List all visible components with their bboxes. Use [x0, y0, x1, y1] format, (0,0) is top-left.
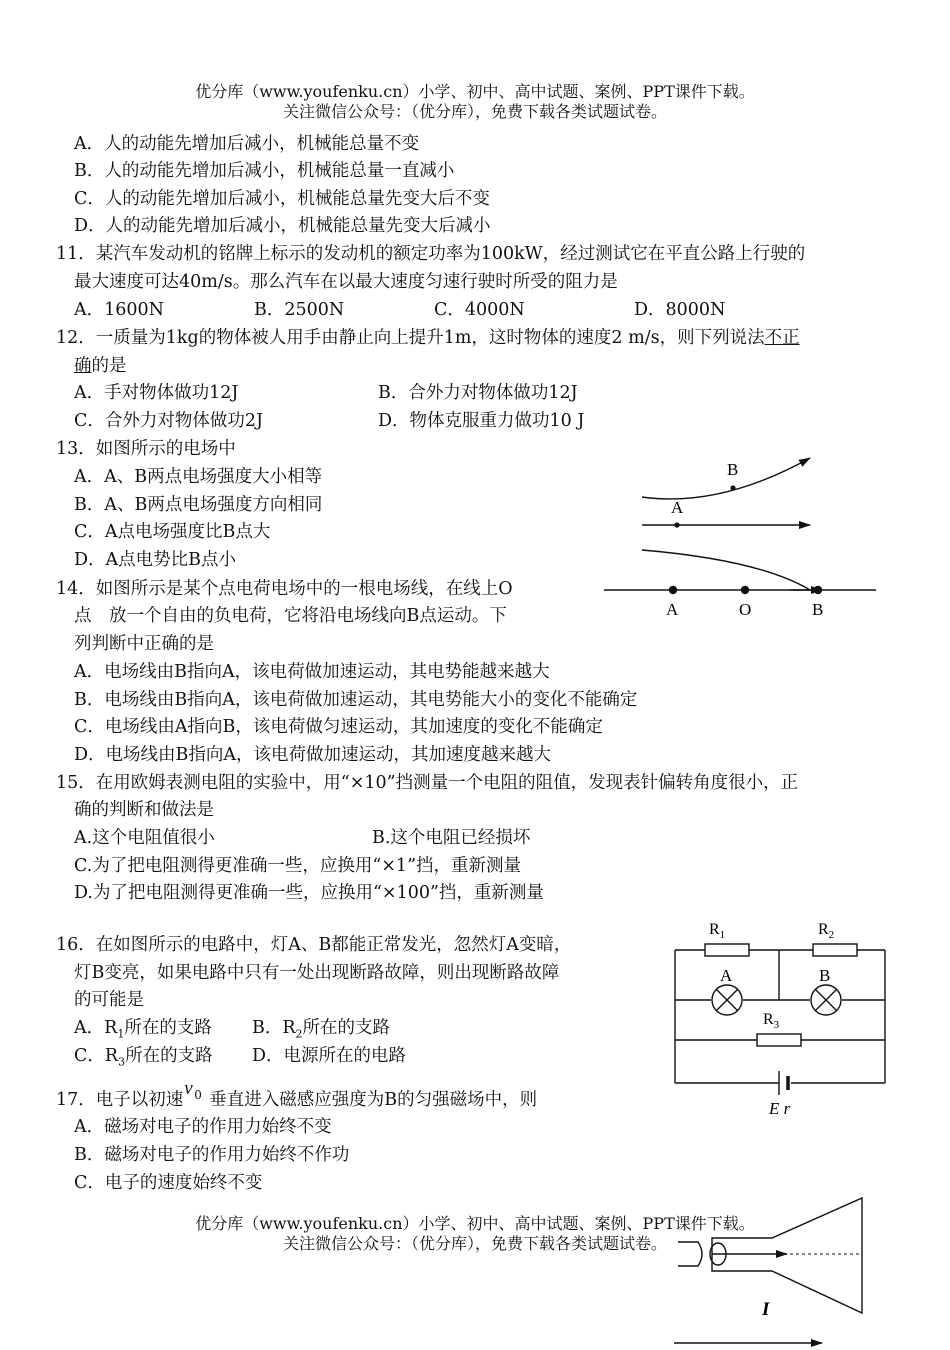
q13-option-a: A．A、B两点电场强度大小相等	[74, 467, 323, 487]
q10-option-d: D．人的动能先增加后减小，机械能总量先变大后减小	[74, 216, 491, 236]
q17-option-b: B．磁场对电子的作用力始终不作功	[74, 1145, 350, 1165]
point-a-dot	[669, 586, 677, 594]
q10-option-b: B．人的动能先增加后减小，机械能总量一直减小	[74, 161, 455, 181]
q13-field-line-figure	[630, 450, 830, 590]
q17-option-c: C．电子的速度始终不变	[74, 1173, 263, 1193]
q14-stem-line-2: 点 放一个自由的负电荷，它将沿电场线向B点运动。下	[74, 606, 507, 626]
resistor-r3	[757, 1034, 801, 1046]
resistor-r2	[813, 944, 857, 956]
q17-tube-figure	[672, 1198, 882, 1350]
q16-stem-line-2: 灯B变亮，如果电路中只有一处出现断路故障，则出现断路故障	[74, 963, 560, 983]
q16-option-c: C．$R_3$所在的支路	[74, 1046, 213, 1069]
current-label: I	[762, 1299, 770, 1320]
lamp-a-label: A	[720, 966, 733, 985]
q13-option-c: C．A点电场强度比B点大	[74, 522, 271, 542]
field-line-top	[642, 458, 810, 499]
q12-option-b: B．合外力对物体做功12J	[378, 383, 578, 403]
q16-circuit-figure	[665, 915, 895, 1120]
header-line-1: 优分库（www.youfenku.cn）小学、初中、高中试题、案例、PPT课件下载。	[195, 82, 755, 101]
q16-stem-line-1: 16．在如图所示的电路中，灯A、B都能正常发光，忽然灯A变暗，	[56, 935, 572, 955]
resistor-r1	[705, 944, 749, 956]
q11-option-d: D．8000N	[634, 300, 726, 320]
q15-option-b: B.这个电阻已经损坏	[372, 828, 531, 848]
q16-option-a: A．$R_1$所在的支路	[74, 1018, 212, 1041]
q14-field-line-figure	[600, 578, 880, 623]
q14-stem-line-1: 14．如图所示是某个点电荷电场中的一根电场线，在线上O	[56, 579, 513, 599]
q12-stem-text-2: 的是	[91, 356, 127, 376]
q12-stem-line-2	[74, 353, 127, 379]
point-a-dot	[674, 522, 679, 527]
q11-stem-line-2: 最大速度可达40m/s。那么汽车在以最大速度匀速行驶时所受的阻力是	[74, 272, 618, 292]
q12-option-c: C．合外力对物体做功2J	[74, 411, 264, 431]
q15-option-d: D.为了把电阻测得更准确一些，应换用“×100”挡，重新测量	[74, 883, 544, 903]
q14-option-b: B．电场线由B指向A，该电荷做加速运动，其电势能大小的变化不能确定	[74, 690, 638, 710]
q10-option-a: A．人的动能先增加后减小，机械能总量不变	[74, 134, 420, 154]
point-b-label: B	[727, 460, 739, 479]
q12-option-a: A．手对物体做功12J	[74, 383, 239, 403]
q11-option-c: C．4000N	[434, 300, 525, 320]
q12-stem-line-1	[56, 325, 800, 351]
q12-underlined-text: 不正	[764, 328, 800, 348]
q13-option-b: B．A、B两点电场强度方向相同	[74, 495, 323, 515]
q10-option-c: C．人的动能先增加后减小，机械能总量先变大后不变	[74, 189, 490, 209]
point-b-label: B	[812, 600, 824, 619]
point-a-label: A	[671, 498, 684, 517]
q12-stem-text: 12．一质量为1kg的物体被人用手由静止向上提升1m，这时物体的速度2 m/s，则下列说法	[56, 328, 765, 348]
q15-option-a: A.这个电阻值很小	[74, 828, 215, 848]
r1-label: $R_1$	[709, 921, 726, 941]
q11-option-b: B．2500N	[254, 300, 345, 320]
q14-option-c: C．电场线由A指向B，该电荷做匀速运动，其加速度的变化不能确定	[74, 717, 603, 737]
footer-line-2: 关注微信公众号：（优分库），免费下载各类试题试卷。	[282, 1234, 667, 1253]
q15-option-c: C.为了把电阻测得更准确一些，应换用“×1”挡，重新测量	[74, 856, 522, 876]
q15-stem-line-2: 确的判断和做法是	[74, 800, 214, 820]
q17-option-a: A．磁场对电子的作用力始终不变	[74, 1117, 332, 1137]
tube-outline	[712, 1198, 862, 1313]
q15-stem-line-1: 15．在用欧姆表测电阻的实验中，用“×10”挡测量一个电阻的阻值，发现表针偏转角度很小，正	[56, 773, 799, 793]
q11-option-a: A．1600N	[74, 300, 164, 320]
q14-option-a: A．电场线由B指向A，该电荷做加速运动，其电势能越来越大	[74, 662, 550, 682]
q13-stem: 13．如图所示的电场中	[56, 439, 236, 459]
q16-option-d: D．电源所在的电路	[252, 1046, 407, 1066]
point-b-dot	[730, 485, 735, 490]
point-b-dot	[814, 586, 822, 594]
v0-symbol: v	[184, 1078, 193, 1099]
point-a-label: A	[666, 600, 679, 619]
lamp-b-label: B	[819, 966, 831, 985]
q14-stem-line-3: 列判断中正确的是	[74, 634, 214, 654]
q12-option-d: D．物体克服重力做功10 J	[378, 411, 585, 431]
q14-option-d: D．电场线由B指向A，该电荷做加速运动，其加速度越来越大	[74, 745, 552, 765]
header-line-2: 关注微信公众号：（优分库），免费下载各类试题试卷。	[282, 102, 667, 121]
source-label: E r	[769, 1099, 791, 1118]
q13-option-d: D．A点电势比B点小	[74, 550, 237, 570]
q17-stem: 17．电子以初速 v 0 垂直进入磁感应强度为B的匀强磁场中，则	[56, 1078, 538, 1110]
point-o-dot	[741, 586, 749, 594]
r2-label: $R_2$	[818, 921, 835, 941]
q12-underlined-text-2: 确	[74, 356, 92, 376]
q11-stem-line-1: 11．某汽车发动机的铭牌上标示的发动机的额定功率为100kW，经过测试它在平直公路上行驶的	[56, 244, 806, 264]
q16-option-b: B．$R_2$所在的支路	[252, 1018, 391, 1041]
cathode	[678, 1242, 702, 1266]
footer-line-1: 优分库（www.youfenku.cn）小学、初中、高中试题、案例、PPT课件下载。	[195, 1214, 755, 1233]
point-o-label: O	[739, 600, 752, 619]
q16-stem-line-3: 的可能是	[74, 990, 144, 1010]
r3-label: $R_3$	[763, 1011, 780, 1031]
